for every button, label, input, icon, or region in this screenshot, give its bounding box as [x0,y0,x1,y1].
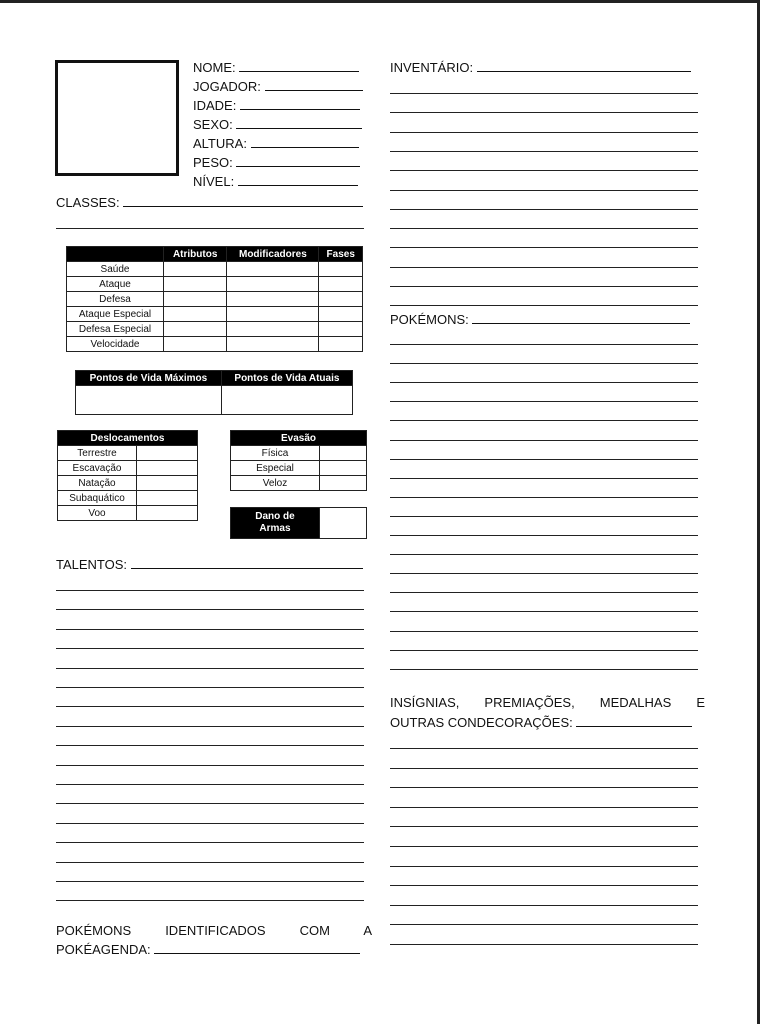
writing-line[interactable] [390,170,698,171]
field-badges[interactable]: OUTRAS CONDECORAÇÕES: [390,713,692,732]
attr-row-label: Ataque Especial [67,307,164,322]
writing-line[interactable] [390,650,698,651]
writing-line[interactable] [56,900,364,901]
writing-line[interactable] [390,573,698,574]
hp-current-cell[interactable] [221,386,352,415]
weapon-damage-table [230,507,367,539]
writing-line[interactable] [390,190,698,191]
writing-line[interactable] [56,745,364,746]
writing-line[interactable] [56,609,364,610]
writing-line[interactable] [56,784,364,785]
hp-max-header: Pontos de Vida Máximos [76,371,222,386]
writing-line[interactable] [56,590,364,591]
movement-title: Deslocamentos [58,431,198,446]
writing-line[interactable] [390,228,698,229]
evasion-row-label: Especial [231,461,320,476]
character-portrait-box[interactable] [55,60,179,176]
hp-max-cell[interactable] [76,386,222,415]
attributes-table [66,246,363,352]
attr-cell[interactable] [164,262,227,277]
weapon-damage-cell[interactable] [320,508,367,539]
writing-line[interactable] [390,286,698,287]
movement-row-label: Voo [58,506,137,521]
writing-line[interactable] [390,846,698,847]
writing-line[interactable] [390,554,698,555]
writing-line[interactable] [390,132,698,133]
writing-line[interactable] [390,669,698,670]
attr-cell[interactable] [319,307,363,322]
attr-cell[interactable] [164,322,227,337]
writing-line[interactable] [390,247,698,248]
attr-cell[interactable] [164,337,227,352]
field-talents[interactable]: TALENTOS: [56,555,363,574]
writing-line[interactable] [390,592,698,593]
movement-row-label: Escavação [58,461,137,476]
writing-line[interactable] [390,611,698,612]
evasion-cell[interactable] [320,461,367,476]
badges-line-1: INSÍGNIAS, PREMIAÇÕES, MEDALHAS E [390,695,705,710]
evasion-cell[interactable] [320,446,367,461]
writing-line[interactable] [56,687,364,688]
writing-line[interactable] [56,629,364,630]
writing-line[interactable] [390,768,698,769]
writing-line[interactable] [390,112,698,113]
movement-cell[interactable] [137,491,198,506]
writing-line[interactable] [56,726,364,727]
writing-line[interactable] [56,706,364,707]
attr-header-phases: Fases [319,247,363,262]
attr-cell[interactable] [319,322,363,337]
movement-cell[interactable] [137,476,198,491]
field-sex[interactable]: SEXO: [193,115,363,134]
writing-line[interactable] [390,440,698,441]
writing-line[interactable] [390,363,698,364]
writing-line[interactable] [390,535,698,536]
field-classes[interactable]: CLASSES: [56,193,363,212]
attr-cell[interactable] [227,322,319,337]
writing-line[interactable] [390,344,698,345]
movement-cell[interactable] [137,506,198,521]
classes-extra-line [56,228,364,229]
writing-line[interactable] [56,842,364,843]
attr-cell[interactable] [319,337,363,352]
writing-line[interactable] [390,382,698,383]
writing-line[interactable] [390,944,698,945]
writing-line[interactable] [390,305,698,306]
evasion-cell[interactable] [320,476,367,491]
attr-header-blank [67,247,164,262]
character-fields [193,58,363,191]
attr-row-label: Velocidade [67,337,164,352]
attr-cell[interactable] [227,337,319,352]
movement-cell[interactable] [137,446,198,461]
evasion-table [230,430,367,491]
attr-row-label: Ataque [67,277,164,292]
attr-row-label: Defesa [67,292,164,307]
attr-cell[interactable] [227,277,319,292]
writing-line[interactable] [390,787,698,788]
writing-line[interactable] [390,459,698,460]
movement-row-label: Natação [58,476,137,491]
writing-line[interactable] [56,668,364,669]
writing-line[interactable] [390,905,698,906]
field-level[interactable]: NÍVEL: [193,172,363,191]
writing-line[interactable] [56,862,364,863]
writing-line[interactable] [390,748,698,749]
field-inventory[interactable]: INVENTÁRIO: [390,58,691,77]
evasion-title: Evasão [231,431,367,446]
writing-line[interactable] [390,401,698,402]
field-pokedex[interactable]: POKÉAGENDA: [56,940,360,959]
pokedex-line-1: POKÉMONS IDENTIFICADOS COM A [56,923,372,938]
writing-line[interactable] [390,497,698,498]
writing-line[interactable] [390,866,698,867]
writing-line[interactable] [390,478,698,479]
writing-line[interactable] [390,267,698,268]
writing-line[interactable] [390,924,698,925]
field-age[interactable]: IDADE: [193,96,363,115]
attr-header-attributes: Atributos [164,247,227,262]
field-pokemons[interactable]: POKÉMONS: [390,310,690,329]
attr-cell[interactable] [227,307,319,322]
writing-line[interactable] [390,420,698,421]
movement-row-label: Terrestre [58,446,137,461]
movement-table [57,430,198,521]
attr-cell[interactable] [164,277,227,292]
writing-line[interactable] [390,807,698,808]
attr-cell[interactable] [227,292,319,307]
writing-line[interactable] [56,803,364,804]
attr-cell[interactable] [164,307,227,322]
attr-cell[interactable] [227,262,319,277]
attr-cell[interactable] [319,292,363,307]
hit-points-table [75,370,353,415]
hp-current-header: Pontos de Vida Atuais [221,371,352,386]
attr-cell[interactable] [319,262,363,277]
attr-row-label: Saúde [67,262,164,277]
weapon-damage-label: Dano de Armas [231,508,320,539]
attr-row-label: Defesa Especial [67,322,164,337]
writing-line[interactable] [390,93,698,94]
attr-cell[interactable] [319,277,363,292]
field-height[interactable]: ALTURA: [193,134,363,153]
writing-line[interactable] [390,826,698,827]
writing-line[interactable] [390,885,698,886]
writing-line[interactable] [56,881,364,882]
field-player[interactable]: JOGADOR: [193,77,363,96]
writing-line[interactable] [390,151,698,152]
evasion-row-label: Veloz [231,476,320,491]
attr-header-modifiers: Modificadores [227,247,319,262]
field-name[interactable]: NOME: [193,58,363,77]
writing-line[interactable] [56,765,364,766]
field-weight[interactable]: PESO: [193,153,363,172]
writing-line[interactable] [390,631,698,632]
attr-cell[interactable] [164,292,227,307]
evasion-row-label: Física [231,446,320,461]
writing-line[interactable] [390,516,698,517]
movement-row-label: Subaquático [58,491,137,506]
movement-cell[interactable] [137,461,198,476]
writing-line[interactable] [56,823,364,824]
writing-line[interactable] [56,648,364,649]
writing-line[interactable] [390,209,698,210]
